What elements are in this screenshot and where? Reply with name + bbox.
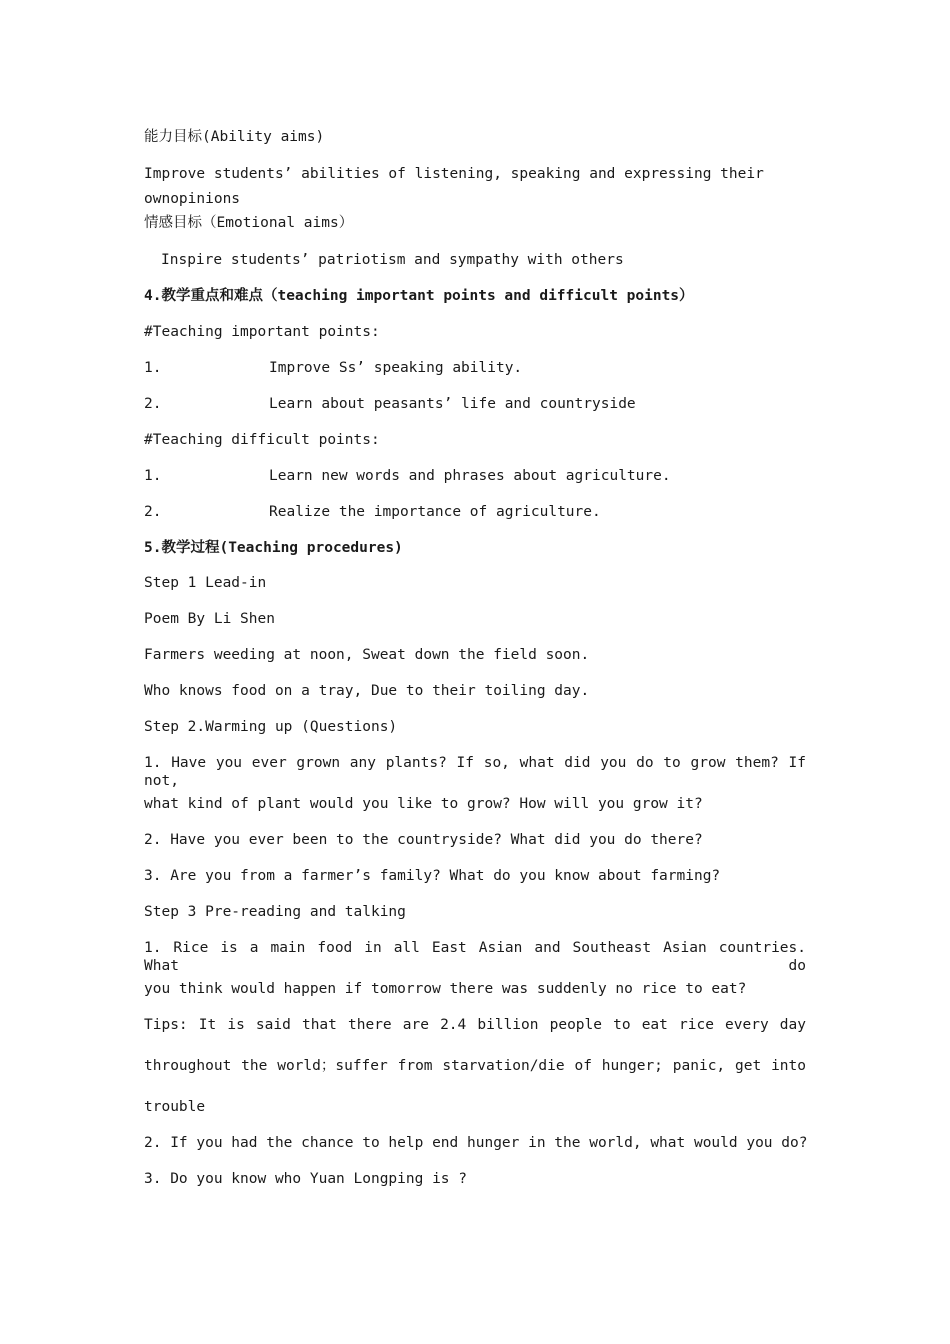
- pre-reading-question-3: 3. Do you know who Yuan Longping is ?: [144, 1171, 468, 1187]
- question-3: 3. Are you from a farmer’s family? What do you know about farming?: [144, 868, 721, 884]
- question-2: 2. Have you ever been to the countryside? What did you do there?: [144, 832, 703, 848]
- ability-aims-heading: 能力目标(Ability aims): [144, 129, 325, 145]
- important-points-heading: #Teaching important points:: [144, 324, 380, 340]
- question-1-line1: 1. Have you ever grown any plants? If so, what did you do to grow them? If not,: [144, 755, 806, 789]
- difficult-point-2-number: 2.: [144, 504, 162, 520]
- difficult-point-1-number: 1.: [144, 468, 162, 484]
- step-2-heading: Step 2.Warming up (Questions): [144, 719, 398, 735]
- difficult-point-1-text: Learn new words and phrases about agriculture.: [269, 468, 671, 484]
- tips-line2: throughout the world；suffer from starvation/die of hunger; panic, get into: [144, 1058, 806, 1074]
- poem-line-1: Farmers weeding at noon, Sweat down the field soon.: [144, 647, 590, 663]
- difficult-point-2-text: Realize the importance of agriculture.: [269, 504, 601, 520]
- section-4-title: 4.教学重点和难点（teaching important points and difficult points）: [144, 288, 694, 304]
- tips-line3: trouble: [144, 1099, 206, 1115]
- tips-line1: Tips: It is said that there are 2.4 billion people to eat rice every day: [144, 1017, 806, 1033]
- pre-reading-question-2: 2. If you had the chance to help end hunger in the world, what would you do?: [144, 1135, 808, 1151]
- important-point-2-number: 2.: [144, 396, 162, 412]
- poem-title: Poem By Li Shen: [144, 611, 275, 627]
- emotional-aims-text: Inspire students’ patriotism and sympathy with others: [161, 252, 624, 268]
- important-point-1-text: Improve Ss’ speaking ability.: [269, 360, 523, 376]
- important-point-2-text: Learn about peasants’ life and countryside: [269, 396, 636, 412]
- ability-aims-text-line1: Improve students’ abilities of listening, speaking and expressing their: [144, 166, 764, 182]
- section-5-title: 5.教学过程(Teaching procedures): [144, 540, 403, 556]
- step-1-heading: Step 1 Lead-in: [144, 575, 267, 591]
- important-point-1-number: 1.: [144, 360, 162, 376]
- difficult-points-heading: #Teaching difficult points:: [144, 432, 380, 448]
- step-3-heading: Step 3 Pre-reading and talking: [144, 904, 406, 920]
- ability-aims-text-line2: ownopinions: [144, 191, 241, 207]
- pre-reading-question-1-line2: you think would happen if tomorrow there was suddenly no rice to eat?: [144, 981, 747, 997]
- poem-line-2: Who knows food on a tray, Due to their toiling day.: [144, 683, 590, 699]
- pre-reading-question-1-line1: 1. Rice is a main food in all East Asian and Southeast Asian countries. What do: [144, 940, 806, 974]
- question-1-line2: what kind of plant would you like to grow? How will you grow it?: [144, 796, 703, 812]
- emotional-aims-heading: 情感目标（Emotional aims）: [144, 215, 354, 231]
